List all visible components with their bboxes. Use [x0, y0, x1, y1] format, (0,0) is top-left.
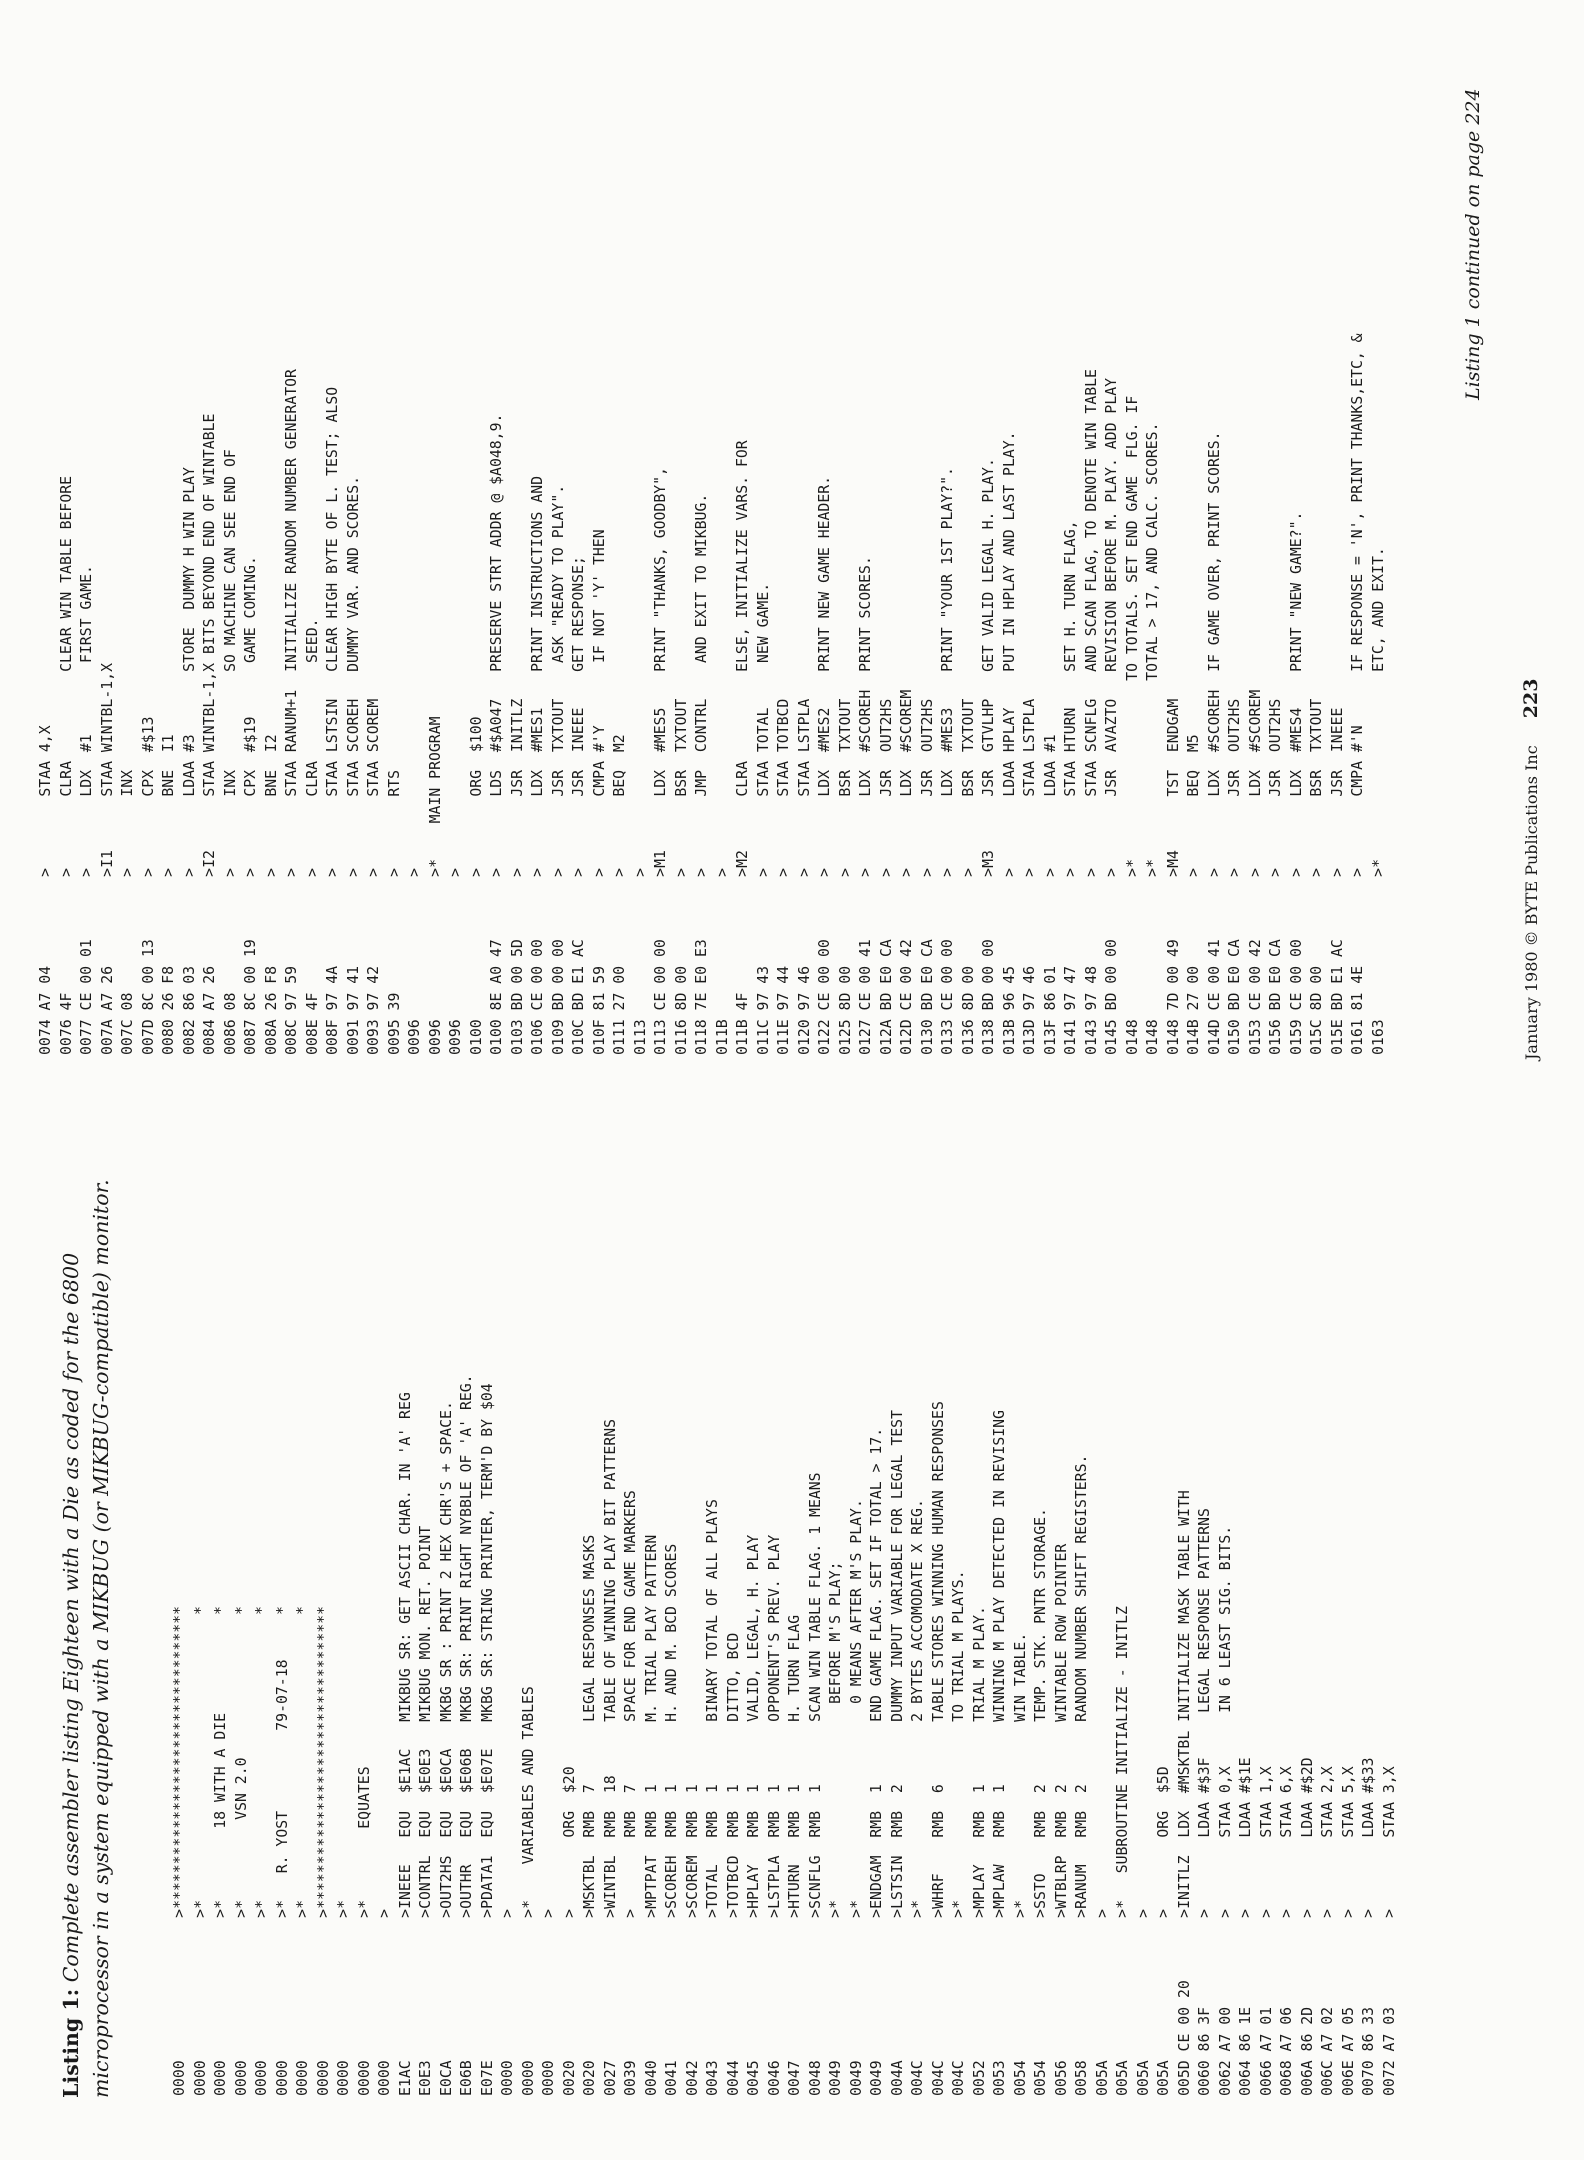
listing-line: 0000 >* *	[191, 1606, 209, 2096]
listing-line: 0027 >WINTBL RMB 18 TABLE OF WINNING PLAY BIT PATTERNS	[601, 1418, 619, 2096]
listing-line: 0143 97 48 > STAA SCNFLG AND SCAN FLAG, TO DENOTE WIN TABLE	[1082, 369, 1100, 1055]
listing-line: 0000 >* R. YOST 79-07-18 *	[273, 1606, 291, 2096]
listing-line: 0156 BD E0 CA > JSR OUT2HS	[1267, 698, 1284, 1055]
listing-line: 0072 A7 03 > STAA 3,X	[1380, 1766, 1398, 2096]
listing-line: 0127 CE 00 41 > LDX #SCOREH PRINT SCORES.	[857, 556, 874, 1055]
listing-line: 005D CE 00 20 >INITLZ LDX #MSKTBL INITIALIZE MASK TABLE WITH	[1175, 1490, 1193, 2096]
listing-caption	[56, 1088, 116, 2098]
listing-line: 0054 >* WIN TABLE.	[1011, 1632, 1029, 2096]
listing-line: 0020 >MSKTBL RMB 7 LEGAL RESPONSES MASKS	[581, 1534, 598, 2096]
listing-line: 0000 >* VARIABLES AND TABLES	[519, 1686, 537, 2096]
listing-line: 006A 86 2D > LDAA #$2D	[1298, 1757, 1316, 2096]
listing-line: 0118 7E E0 E3 > JMP CONTRL AND EXIT TO MIKBUG.	[693, 493, 710, 1055]
listing-line: 0130 BD E0 CA > JSR OUT2HS	[918, 698, 936, 1055]
listing-line: 006E A7 05 > STAA 5,X	[1339, 1766, 1357, 2096]
listing-line: 010F 81 59 > CMPA #'Y IF NOT 'Y' THEN	[590, 529, 608, 1055]
listing-line: 0042 >SCOREM RMB 1	[683, 1784, 701, 2096]
listing-line: 0153 CE 00 42 > LDX #SCOREM	[1246, 689, 1264, 1055]
listing-line: 0093 97 42 > STAA SCOREM	[365, 698, 382, 1055]
footer-credit: January 1980 © BYTE Publications Inc	[1522, 745, 1541, 1060]
listing-line: 0058 >RANUM RMB 2 RANDOM NUMBER SHIFT REGISTERS.	[1073, 1454, 1090, 2096]
listing-line: 0000 >	[540, 1908, 557, 2096]
listing-line: E06B >OUTHR EQU $E06B MKBG SR: PRINT RIGHT NYBBLE OF 'A' REG.	[458, 1374, 475, 2096]
listing-line: 0113 >	[631, 867, 649, 1055]
listing-line: 0106 CE 00 00 > LDX #MES1 PRINT INSTRUCTIONS AND	[529, 475, 546, 1055]
listing-line: 004C >* 2 BYTES ACCOMODATE X REG.	[909, 1499, 926, 2096]
caption-text: Complete assembler listing Eighteen with a Die as coded for the 6800 microprocessor in a system equipped with a MIKBUG (or MIKBUG-compatible) monitor.	[59, 1179, 113, 2098]
listing-line: 0060 86 3F > LDAA #$3F LEGAL RESPONSE PATTERNS	[1196, 1508, 1213, 2096]
listing-line: 0066 A7 01 > STAA 1,X	[1257, 1766, 1275, 2096]
listing-line: 0000 >* EQUATES	[355, 1766, 373, 2096]
listing-line: 005A >	[1134, 1908, 1152, 2096]
listing-line: 004C >WHRF RMB 6 TABLE STORES WINNING HUMAN RESPONSES	[929, 1401, 947, 2096]
listing-line: 0150 BD E0 CA > JSR OUT2HS	[1226, 698, 1243, 1055]
listing-line: 008A 26 F8 > BNE I2	[262, 734, 280, 1055]
listing-line: 013F 86 01 > LDAA #1	[1041, 734, 1059, 1055]
listing-line: 0046 >LSTPLA RMB 1 OPPONENT'S PREV. PLAY	[765, 1534, 783, 2096]
listing-line: 013D 97 46 > STAA LSTPLA	[1021, 698, 1038, 1055]
listing-line: 0141 97 47 > STAA HTURN SET H. TURN FLAG,	[1062, 520, 1079, 1055]
listing-line: 0000 >* VSN 2.0 *	[232, 1606, 250, 2096]
listing-line: 0000 >	[499, 1908, 516, 2096]
listing-line: 0120 97 46 > STAA LSTPLA	[795, 698, 813, 1055]
listing-line: 0053 >MPLAW RMB 1 WINNING M PLAY DETECTED IN REVISING	[991, 1410, 1008, 2096]
listing-line: 014D CE 00 41 > LDX #SCOREH IF GAME OVER, PRINT SCORES.	[1205, 431, 1223, 1055]
listing-line: 012A BD E0 CA > JSR OUT2HS	[877, 698, 895, 1055]
listing-line: 0080 26 F8 > BNE I1	[160, 734, 177, 1055]
listing-line: 015C 8D 00 > BSR TXTOUT	[1308, 698, 1325, 1055]
listing-line: 0049 >ENDGAM RMB 1 END GAME FLAG. SET IF TOTAL > 17.	[868, 1427, 885, 2096]
listing-line: 0100 > ORG $100	[467, 716, 485, 1055]
listing-line: 0049 >* 0 MEANS AFTER M'S PLAY.	[847, 1499, 865, 2096]
listing-line: 005A > ORG $5D	[1155, 1766, 1172, 2096]
listing-line: E0E3 >CONTRL EQU $E0E3 MIKBUG MON. RET. POINT	[417, 1525, 434, 2096]
listing-line: 0136 8D 00 > BSR TXTOUT	[959, 698, 977, 1055]
listing-line: 0000 >* 18 WITH A DIE *	[212, 1606, 229, 2096]
listing-line: 0070 86 33 > LDAA #$33	[1360, 1757, 1377, 2096]
listing-line: 0047 >HTURN RMB 1 H. TURN FLAG	[786, 1614, 803, 2096]
listing-line: 0096 >* MAIN PROGRAM	[426, 716, 444, 1055]
listing-line: 008C 97 59 > STAA RANUM+1 INITIALIZE RANDOM NUMBER GENERATOR	[283, 369, 300, 1055]
listing-line: 0084 A7 26 >I2 STAA WINTBL-1,X BITS BEYOND END OF WINTABLE	[201, 413, 218, 1055]
listing-line: 008E 4F > CLRA SEED.	[303, 618, 321, 1055]
listing-line: 011B >	[713, 867, 731, 1055]
listing-line: 0122 CE 00 00 > LDX #MES2 PRINT NEW GAME HEADER.	[816, 475, 833, 1055]
listing-column-left	[170, 1374, 1400, 2096]
listing-line: 0041 >SCOREH RMB 1 H. AND M. BCD SCORES	[663, 1543, 680, 2096]
listing-line: 0052 >MPLAY RMB 1 TRIAL M PLAY.	[970, 1606, 988, 2096]
listing-line: 0159 CE 00 00 > LDX #MES4 PRINT "NEW GAME?".	[1287, 511, 1305, 1055]
listing-line: E07E >PDATA1 EQU $E07E MKBG SR: STRING PRINTER, TERM'D BY $04	[478, 1383, 496, 2096]
page-number: 223	[1520, 678, 1542, 719]
listing-line: 0045 >HPLAY RMB 1 VALID, LEGAL, H. PLAY	[745, 1534, 762, 2096]
listing-line: 0049 >* BEFORE M'S PLAY;	[827, 1561, 844, 2096]
listing-line: 0096 >	[406, 867, 423, 1055]
listing-line: 007C 08 > INX	[119, 769, 136, 1055]
listing-line: 0096 >	[447, 867, 464, 1055]
listing-line: 011E 97 44 > STAA TOTBCD	[775, 698, 792, 1055]
listing-line: 0133 CE 00 00 > LDX #MES3 PRINT "YOUR 1ST PLAY?".	[939, 467, 956, 1055]
listing-line: 0103 BD 00 5D > JSR INITLZ	[508, 698, 526, 1055]
listing-line: 0161 81 4E > CMPA #'N IF RESPONSE = 'N', PRINT THANKS,ETC, &	[1349, 333, 1366, 1055]
listing-line: 0000 >**********************************	[171, 1606, 188, 2096]
listing-line: 005A >	[1093, 1908, 1111, 2096]
listing-line: 0000 >**********************************	[314, 1606, 332, 2096]
listing-line: 0062 A7 00 > STAA 0,X IN 6 LEAST SIG. BITS.	[1216, 1525, 1234, 2096]
listing-line: 004A >LSTSIN RMB 2 DUMMY INPUT VARIABLE FOR LEGAL TEST	[888, 1410, 906, 2096]
listing-line: 0163 >* ETC, AND EXIT.	[1369, 547, 1387, 1055]
listing-line: 0087 8C 00 19 > CPX #$19 GAME COMING.	[242, 556, 259, 1055]
listing-line: 012D CE 00 42 > LDX #SCOREM	[898, 689, 915, 1055]
listing-line: 0138 BD 00 00 >M3 JSR GTVLHP GET VALID LEGAL H. PLAY.	[980, 458, 997, 1055]
listing-line: 0048 >SCNFLG RMB 1 SCAN WIN TABLE FLAG. 1 MEANS	[806, 1472, 824, 2096]
listing-line: 0095 39 > RTS	[385, 769, 403, 1055]
listing-line: 0111 27 00 > BEQ M2	[611, 734, 628, 1055]
listing-line: 004C >* TO TRIAL M PLAYS.	[950, 1570, 967, 2096]
listing-line: 0074 A7 04 > STAA 4,X	[37, 725, 54, 1055]
listing-column-right	[36, 333, 1389, 1055]
listing-line: E1AC >INEEE EQU $E1AC MIKBUG SR: GET ASCII CHAR. IN 'A' REG	[396, 1392, 414, 2096]
listing-line: 007A A7 26 >I1 STAA WINTBL-1,X	[98, 663, 116, 1055]
listing-line: 013B 96 45 > LDAA HPLAY PUT IN HPLAY AND LAST PLAY.	[1000, 431, 1018, 1055]
listing-line: 0148 7D 00 49 >M4 TST ENDGAM	[1164, 698, 1182, 1055]
listing-line: 014B 27 00 > BEQ M5	[1185, 734, 1202, 1055]
listing-line: 0145 BD 00 00 > JSR AVAZTO REVISION BEFORE M. PLAY. ADD PLAY	[1103, 377, 1120, 1055]
listing-line: 0040 >MPTPAT RMB 1 M. TRIAL PLAY PATTERN	[642, 1534, 660, 2096]
listing-line: 0043 >TOTAL RMB 1 BINARY TOTAL OF ALL PLAYS	[704, 1499, 721, 2096]
continued-note: Listing 1 continued on page 224	[1462, 88, 1484, 400]
listing-line: 0125 8D 00 > BSR TXTOUT	[836, 698, 854, 1055]
listing-line: 015E BD E1 AC > JSR INEEE	[1328, 707, 1346, 1055]
listing-line: 0113 CE 00 00 >M1 LDX #MES5 PRINT "THANKS, GOODBY",	[652, 467, 669, 1055]
listing-line: 0076 4F > CLRA CLEAR WIN TABLE BEFORE	[57, 475, 75, 1055]
listing-line: 0086 08 > INX SO MACHINE CAN SEE END OF	[221, 449, 239, 1055]
listing-line: E0CA >OUT2HS EQU $E0CA MKBG SR : PRINT 2 HEX CHR'S + SPACE.	[437, 1401, 455, 2096]
listing-line: 0000 >* *	[294, 1606, 311, 2096]
listing-line: 0148 >* TO TOTALS. SET END GAME FLG. IF	[1123, 395, 1141, 1055]
listing-line: 0077 CE 00 01 > LDX #1 FIRST GAME.	[78, 565, 95, 1055]
listing-line: 0116 8D 00 > BSR TXTOUT	[672, 698, 690, 1055]
listing-line: 0044 >TOTBCD RMB 1 DITTO, BCD	[724, 1632, 742, 2096]
listing-line: 0020 > ORG $20	[560, 1766, 578, 2096]
listing-line: 0148 >* TOTAL > 17, AND CALC. SCORES.	[1144, 422, 1161, 1055]
listing-line: 011B 4F >M2 CLRA ELSE, INITIALIZE VARS. FOR	[734, 440, 751, 1055]
listing-line: 011C 97 43 > STAA TOTAL NEW GAME.	[754, 582, 772, 1055]
listing-line: 005A >* SUBROUTINE INITIALIZE - INITLZ	[1114, 1606, 1131, 2096]
listing-line: 0082 86 03 > LDAA #3 STORE DUMMY H WIN PLAY	[180, 467, 198, 1055]
page-footer	[1520, 679, 1542, 1060]
listing-line: 0000 >* *	[253, 1606, 270, 2096]
listing-line: 0039 > RMB 7 SPACE FOR END GAME MARKERS	[622, 1490, 639, 2096]
listing-line: 0000 >	[376, 1908, 393, 2096]
listing-line: 010C BD E1 AC > JSR INEEE GET RESPONSE;	[570, 556, 587, 1055]
listing-line: 0100 8E A0 47 > LDS #$A047 PRESERVE STRT ADDR @ $A048,9.	[488, 413, 505, 1055]
listing-line: 006C A7 02 > STAA 2,X	[1319, 1766, 1336, 2096]
listing-line: 0064 86 1E > LDAA #$1E	[1237, 1757, 1254, 2096]
listing-line: 0054 >SSTO RMB 2 TEMP. STK. PNTR STORAGE.	[1032, 1508, 1049, 2096]
listing-line: 008F 97 4A > STAA LSTSIN CLEAR HIGH BYTE OF L. TEST; ALSO	[324, 386, 341, 1055]
listing-line: 0068 A7 06 > STAA 6,X	[1278, 1766, 1295, 2096]
listing-line: 0091 97 41 > STAA SCOREH DUMMY VAR. AND SCORES.	[344, 475, 362, 1055]
caption-label: Listing 1:	[59, 1988, 83, 2098]
listing-line: 0000 >*	[335, 1900, 352, 2096]
listing-line: 007D 8C 00 13 > CPX #$13	[139, 716, 157, 1055]
listing-line: 0056 >WTBLRP RMB 2 WINTABLE ROW POINTER	[1052, 1543, 1070, 2096]
listing-line: 0109 BD 00 00 > JSR TXTOUT ASK "READY TO PLAY".	[549, 484, 567, 1055]
